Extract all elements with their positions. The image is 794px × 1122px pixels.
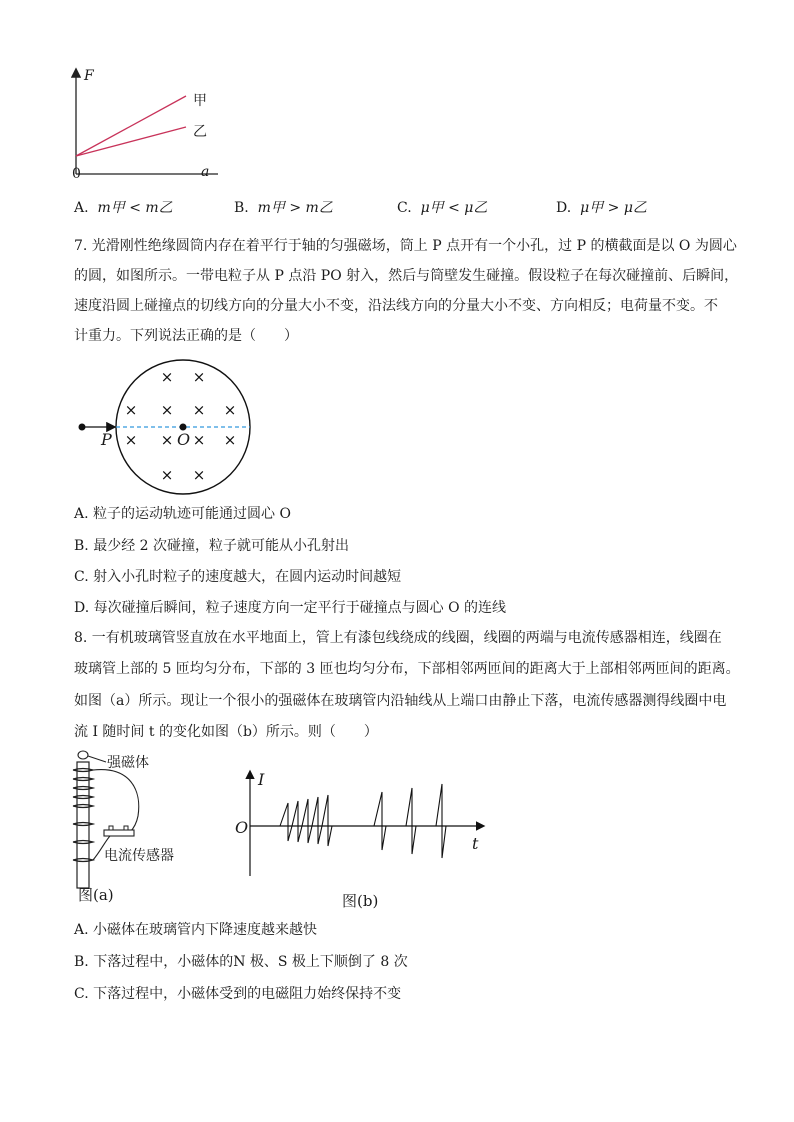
jia-label: 甲	[193, 93, 207, 109]
figure-b-caption: 图(b)	[342, 892, 379, 910]
svg-text:×: ×	[192, 431, 206, 449]
q7-option-d: D. 每次碰撞后瞬间，粒子速度方向一定平行于碰撞点与圆心 O 的连线	[74, 600, 507, 616]
q8-line-1: 8. 一有机玻璃管竖直放在水平地面上，管上有漆包线绕成的线圈，线圈的两端与电流传感器相连，线圈在	[74, 630, 722, 646]
q6-option-b: B. m甲 > m乙	[234, 200, 333, 216]
current-waveform	[250, 784, 466, 858]
svg-text:×: ×	[192, 466, 206, 484]
svg-text:×: ×	[160, 401, 174, 419]
line-jia	[76, 96, 186, 156]
svg-text:×: ×	[192, 401, 206, 419]
origin-label: 0	[72, 166, 81, 182]
current-sensor	[104, 830, 134, 836]
q7-line-4: 计重力。下列说法正确的是（ ）	[74, 328, 298, 344]
svg-text:×: ×	[160, 368, 174, 386]
q8-option-c: C. 下落过程中，小磁体受到的电磁阻力始终保持不变	[74, 986, 402, 1002]
svg-text:×: ×	[223, 401, 237, 419]
svg-text:×: ×	[192, 368, 206, 386]
t-axis-label: t	[472, 834, 479, 853]
q7-circle-figure	[70, 356, 270, 506]
svg-text:×: ×	[124, 431, 138, 449]
sensor-label: 电流传感器	[104, 848, 174, 864]
a-axis-label: a	[201, 164, 210, 180]
label-p: P	[101, 430, 112, 449]
q6-option-c: C. μ甲 < μ乙	[397, 200, 488, 216]
q6-option-d: D. μ甲 > μ乙	[556, 200, 647, 216]
q7-option-b: B. 最少经 2 次碰撞，粒子就可能从小孔射出	[74, 538, 349, 554]
q8-line-2: 玻璃管上部的 5 匝均匀分布，下部的 3 匝也均匀分布，下部相邻两匝间的距离大于上部相邻两匝间的距离。	[74, 661, 740, 677]
i-axis-label: I	[258, 770, 265, 789]
line-yi	[76, 127, 186, 156]
origin-o-label: O	[235, 818, 249, 837]
q8-line-3: 如图（a）所示。现让一个很小的强磁体在玻璃管内沿轴线从上端口由静止下落，电流传感器测得线圈中电	[74, 693, 727, 709]
f-axis-label: F	[84, 68, 94, 84]
label-o: O	[177, 430, 191, 449]
lead-wire-top	[93, 770, 139, 832]
svg-text:×: ×	[160, 466, 174, 484]
q7-option-a: A. 粒子的运动轨迹可能通过圆心 O	[74, 506, 291, 522]
q8-option-a: A. 小磁体在玻璃管内下降速度越来越快	[74, 922, 318, 938]
svg-text:×: ×	[124, 401, 138, 419]
svg-text:×: ×	[223, 431, 237, 449]
figure-a-caption: 图(a)	[78, 886, 114, 904]
q8-option-b: B. 下落过程中，小磁体的N 极、S 极上下顺倒了 8 次	[74, 954, 408, 970]
q8-figure-b	[236, 766, 496, 882]
magnet-label: 强磁体	[107, 755, 149, 771]
q7-line-3: 速度沿圆上碰撞点的切线方向的分量大小不变，沿法线方向的分量大小不变、方向相反；电荷量不变。不	[74, 298, 718, 314]
q7-line-1: 7. 光滑刚性绝缘圆筒内存在着平行于轴的匀强磁场，筒上 P 点开有一个小孔，过 P 的横截面是以 O 为圆心	[74, 238, 737, 254]
svg-text:×: ×	[160, 431, 174, 449]
yi-label: 乙	[193, 124, 207, 140]
magnet-icon	[78, 751, 88, 759]
q8-line-4: 流 I 随时间 t 的变化如图（b）所示。则（ ）	[74, 724, 378, 740]
q6-option-a: A. m甲 < m乙	[74, 200, 173, 216]
q7-line-2: 的圆，如图所示。一带电粒子从 P 点沿 PO 射入，然后与筒壁发生碰撞。假设粒子在每次碰撞前、后瞬间，	[74, 268, 739, 284]
q7-option-c: C. 射入小孔时粒子的速度越大，在圆内运动时间越短	[74, 569, 402, 585]
